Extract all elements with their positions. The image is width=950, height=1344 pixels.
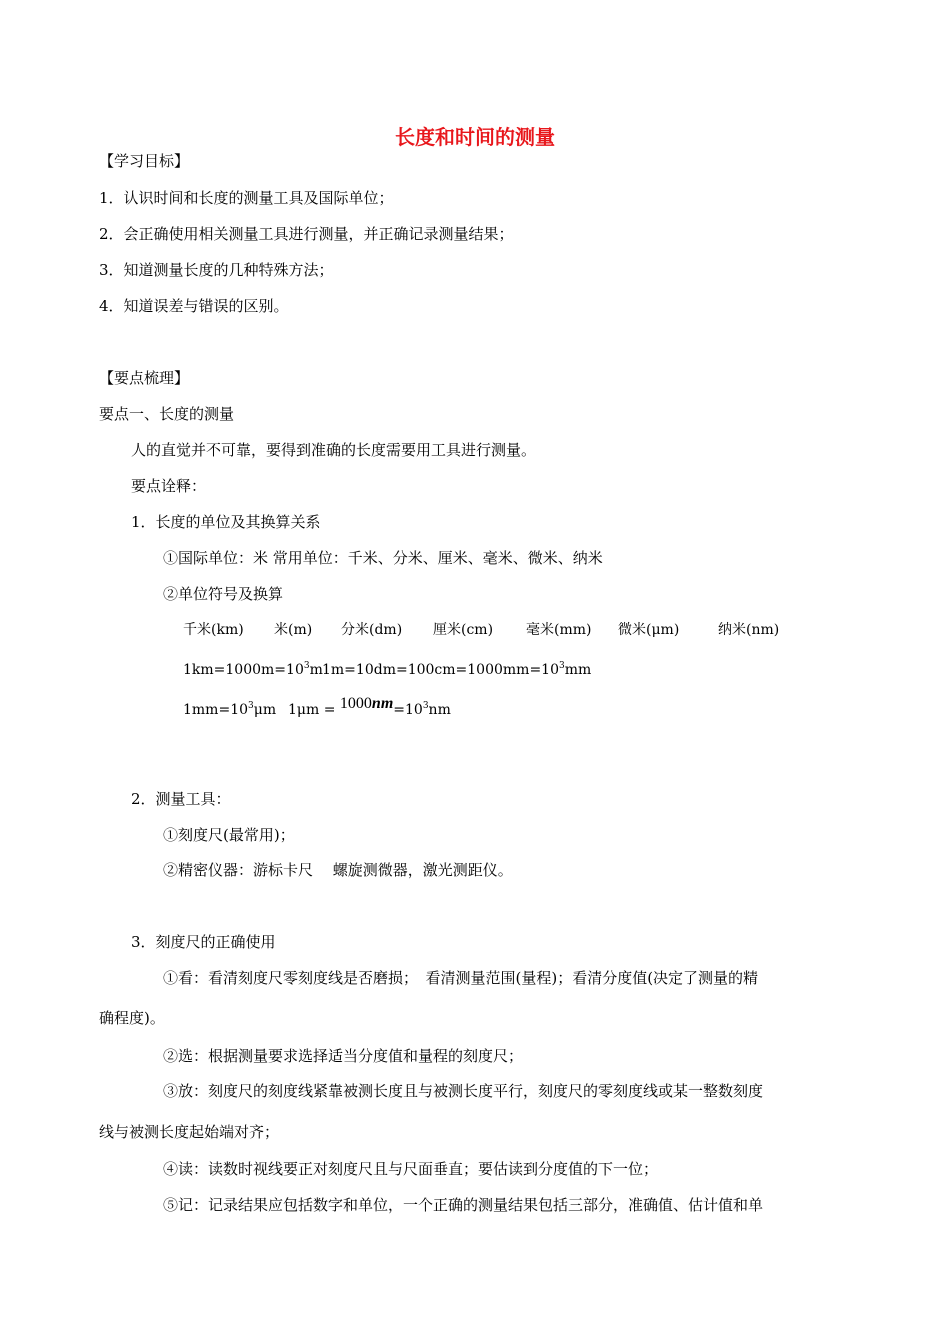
sub3-item5-line1: ⑤记：记录结果应包括数字和单位，一个正确的测量结果包括三部分，准确值、估计值和单 [163, 1196, 764, 1214]
unit-dm: 分米(dm) [341, 622, 403, 638]
units-row [0, 620, 950, 640]
unit-mm: 毫米(mm) [526, 622, 592, 638]
sub3-title: 3．刻度尺的正确使用 [131, 933, 276, 951]
sub3-item4: ④读：读数时视线要正对刻度尺且与尺面垂直；要估读到分度值的下一位； [163, 1160, 659, 1178]
sub2-item2: ②精密仪器：游标卡尺 螺旋测微器，激光测距仪。 [163, 861, 513, 879]
goal-item-1: 1．认识时间和长度的测量工具及国际单位； [99, 189, 394, 207]
sub3-item3-line2: 线与被测长度起始端对齐； [99, 1123, 280, 1141]
sub2-title: 2．测量工具： [131, 790, 231, 808]
sub1-item1: ①国际单位：米 常用单位：千米、分米、厘米、毫米、微米、纳米 [163, 549, 603, 567]
key-points-heading: 【要点梳理】 [99, 369, 190, 387]
sub3-item3-line1: ③放：刻度尺的刻度线紧靠被测长度且与被测长度平行，刻度尺的零刻度线或某一整数刻度 [163, 1082, 764, 1100]
unit-km: 千米(km) [183, 622, 244, 638]
goal-item-4: 4．知道误差与错误的区别。 [99, 297, 289, 315]
sub2-item1: ①刻度尺(最常用)； [163, 826, 295, 844]
conversion-m: $1m=10dm=100cm=1000mm=10^3mm$ [322, 661, 592, 678]
formula-1000nm: 1000nm [339, 695, 394, 712]
sub1-title: 1．长度的单位及其换算关系 [131, 513, 321, 531]
sub3-item1-line2: 确程度)。 [99, 1009, 165, 1027]
sub1-item2: ②单位符号及换算 [163, 585, 284, 603]
unit-m: 米(m) [274, 622, 313, 638]
sub3-item2: ②选：根据测量要求选择适当分度值和量程的刻度尺； [163, 1047, 524, 1065]
conversion-row-1 [0, 656, 950, 676]
unit-um: 微米(μm) [618, 622, 680, 638]
conversion-row-2 [0, 696, 950, 718]
page-title: 长度和时间的测量 [395, 125, 555, 149]
point1-title: 要点一、长度的测量 [99, 405, 235, 423]
goal-item-2: 2．会正确使用相关测量工具进行测量，并正确记录测量结果； [99, 225, 514, 243]
conversion-mm: $1mm=10^3\mu m$ [183, 701, 277, 718]
learning-goals-heading: 【学习目标】 [99, 152, 190, 170]
goal-item-3: 3．知道测量长度的几种特殊方法； [99, 261, 334, 279]
conversion-km: $1km=1000m=10^3m$ [183, 661, 323, 678]
explain-label: 要点诠释： [131, 477, 207, 495]
conversion-um: $1\mu m = 1000nm=10^3nm$ [288, 695, 451, 718]
sub3-item1-line1: ①看：看清刻度尺零刻度线是否磨损； 看清测量范围(量程)；看清分度值(决定了测量的精 [163, 969, 759, 987]
point1-intro: 人的直觉并不可靠，要得到准确的长度需要用工具进行测量。 [131, 441, 537, 459]
unit-nm: 纳米(nm) [718, 622, 780, 638]
unit-cm: 厘米(cm) [433, 622, 494, 638]
